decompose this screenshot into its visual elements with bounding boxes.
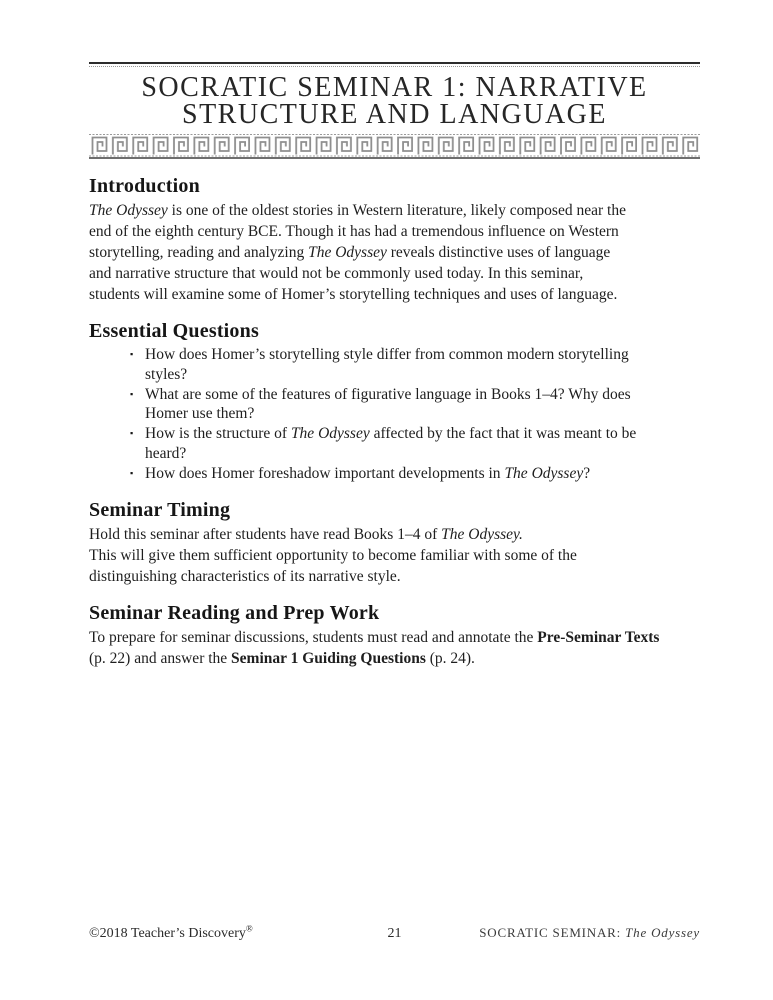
bullet-text: How does Homer foreshadow important developments in The Odyssey? [145, 464, 591, 482]
bullet-text: How does Homer’s storytelling style differ from common modern storytelling styles? [145, 346, 629, 383]
bullet-icon: ▪ [130, 349, 134, 359]
page-content [0, 62, 773, 669]
section-heading: Introduction [89, 175, 200, 197]
section-heading: Seminar Reading and Prep Work [89, 601, 380, 624]
section-introduction [89, 175, 700, 305]
bullet-item [130, 424, 700, 464]
bullet-list [89, 345, 700, 484]
bullet-text: How is the structure of The Odyssey affected by the fact that it was meant to be heard? [145, 425, 637, 462]
section-paragraph: To prepare for seminar discussions, students must read and annotate the Pre-Seminar Texts (p. 22) and answer the Seminar 1 Guiding Questions (p. 24). [89, 628, 660, 667]
section-paragraph: Hold this seminar after students have read Books 1–4 of The Odyssey. This will give them sufficient opportunity to become familiar with some of the distinguishing characteristics of its narrative style. [89, 525, 577, 585]
section-seminar-timing [89, 499, 700, 587]
page-title-line2: STRUCTURE AND LANGUAGE [182, 99, 607, 130]
bullet-icon: ▪ [130, 388, 134, 399]
page-footer [89, 925, 700, 942]
book-title: SOCRATIC SEMINAR: The Odyssey [479, 925, 700, 940]
bullet-icon: ▪ [130, 467, 134, 478]
greek-key-border [89, 133, 700, 159]
bullet-item [130, 345, 700, 385]
bullet-item [130, 385, 700, 425]
header-top-rule [89, 62, 700, 67]
bullet-icon: ▪ [130, 428, 134, 439]
page-number: 21 [387, 926, 402, 941]
section-seminar-reading-prep [89, 602, 700, 669]
copyright-text: ©2018 Teacher’s Discovery® [89, 923, 253, 941]
section-paragraph: The Odyssey is one of the oldest stories in Western literature, likely composed near the end of the eighth century BCE. Though it has had a tremendous influence on Western storytelling, reading and analyzing The Odyssey reveals distinctive uses of language and narrative structure that would not be commonly used today. In this seminar, students will examine some of Homer’s storytelling techniques and uses of language. [89, 202, 626, 303]
section-heading: Essential Questions [89, 320, 259, 342]
section-heading: Seminar Timing [89, 498, 231, 521]
bullet-item [130, 464, 700, 484]
bullet-text: What are some of the features of figurative language in Books 1–4? Why does Homer use them? [145, 385, 631, 423]
section-essential-questions [89, 320, 700, 484]
page-title [89, 74, 700, 128]
page-title-line1: SOCRATIC SEMINAR 1: NARRATIVE [141, 72, 648, 103]
